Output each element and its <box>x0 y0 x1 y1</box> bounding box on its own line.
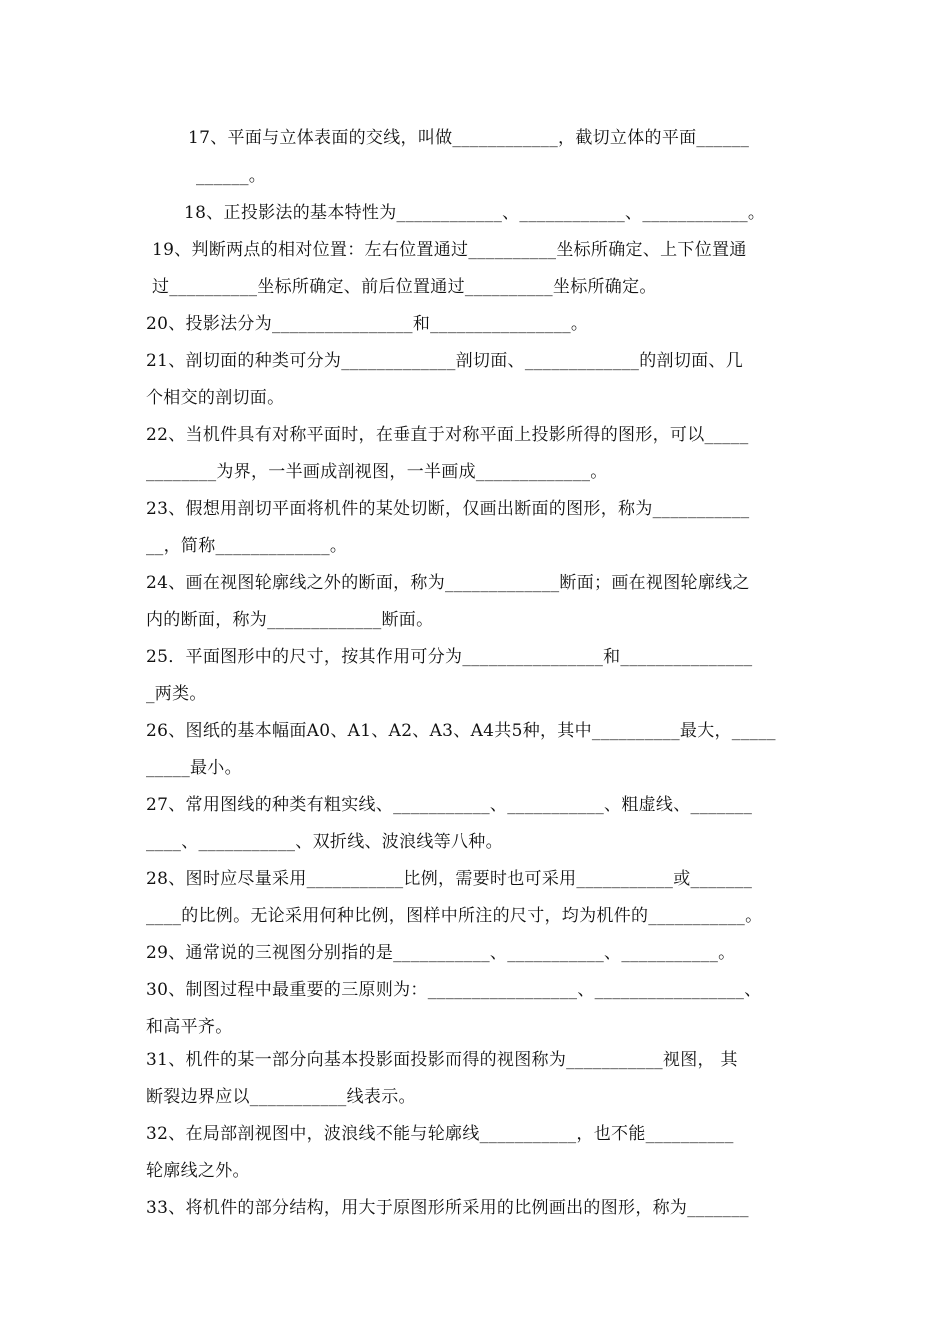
question-30-line-2: 和高平齐。 <box>146 1017 233 1037</box>
question-28-line-1: 28、图时应尽量采用___________比例，需要时也可采用___________或_______ <box>146 869 753 889</box>
question-30-line-1: 30、制图过程中最重要的三原则为：_________________、_________________、 <box>146 980 762 1000</box>
question-24-line-2: 内的断面，称为_____________断面。 <box>146 610 434 630</box>
question-22-line-1: 22、当机件具有对称平面时，在垂直于对称平面上投影所得的图形，可以_____ <box>146 425 749 445</box>
question-27-line-1: 27、常用图线的种类有粗实线、___________、___________、粗虚线、_______ <box>146 795 753 815</box>
question-22-line-2: ________为界，一半画成剖视图，一半画成_____________。 <box>146 462 608 482</box>
question-24-line-1: 24、画在视图轮廓线之外的断面，称为_____________断面；画在视图轮廓线之 <box>146 573 750 593</box>
question-33-line-1: 33、将机件的部分结构，用大于原图形所采用的比例画出的图形，称为_______ <box>146 1198 749 1218</box>
question-29-line-1: 29、通常说的三视图分别指的是___________、___________、___________。 <box>146 943 736 963</box>
question-25-line-1: 25．平面图形中的尺寸，按其作用可分为________________和_______________ <box>146 647 753 667</box>
question-26-line-2: _____最小。 <box>146 758 242 778</box>
question-17-line-2: ______。 <box>196 166 267 186</box>
question-26-line-1: 26、图纸的基本幅面A0、A1、A2、A3、A4共5种，其中__________最大，_____ <box>146 721 776 741</box>
question-32-line-1: 32、在局部剖视图中，波浪线不能与轮廓线___________，也不能__________ <box>146 1124 734 1144</box>
question-21-line-2: 个相交的剖切面。 <box>146 388 285 408</box>
question-25-line-2: _两类。 <box>146 684 207 704</box>
question-23-line-2: __，简称_____________。 <box>146 536 348 556</box>
question-21-line-1: 21、剖切面的种类可分为_____________剖切面、_____________的剖切面、几 <box>146 351 744 371</box>
question-31-line-1: 31、机件的某一部分向基本投影面投影而得的视图称为___________视图， 其 <box>146 1050 738 1070</box>
question-20-line-1: 20、投影法分为________________和________________。 <box>146 314 589 334</box>
question-19-line-2: 过__________坐标所确定、前后位置通过__________坐标所确定。 <box>152 277 657 297</box>
question-18-line-1: 18、正投影法的基本特性为____________、____________、____________。 <box>184 203 766 223</box>
question-28-line-2: ____的比例。无论采用何种比例，图样中所注的尺寸，均为机件的___________。 <box>146 906 763 926</box>
question-23-line-1: 23、假想用剖切平面将机件的某处切断，仅画出断面的图形，称为___________ <box>146 499 750 519</box>
question-31-line-2: 断裂边界应以___________线表示。 <box>146 1087 416 1107</box>
question-32-line-2: 轮廓线之外。 <box>146 1161 250 1181</box>
question-17-line-1: 17、平面与立体表面的交线，叫做____________，截切立体的平面______ <box>188 128 750 148</box>
question-27-line-2: ____、___________、双折线、波浪线等八种。 <box>146 832 503 852</box>
question-19-line-1: 19、判断两点的相对位置：左右位置通过__________坐标所确定、上下位置通 <box>152 240 747 260</box>
